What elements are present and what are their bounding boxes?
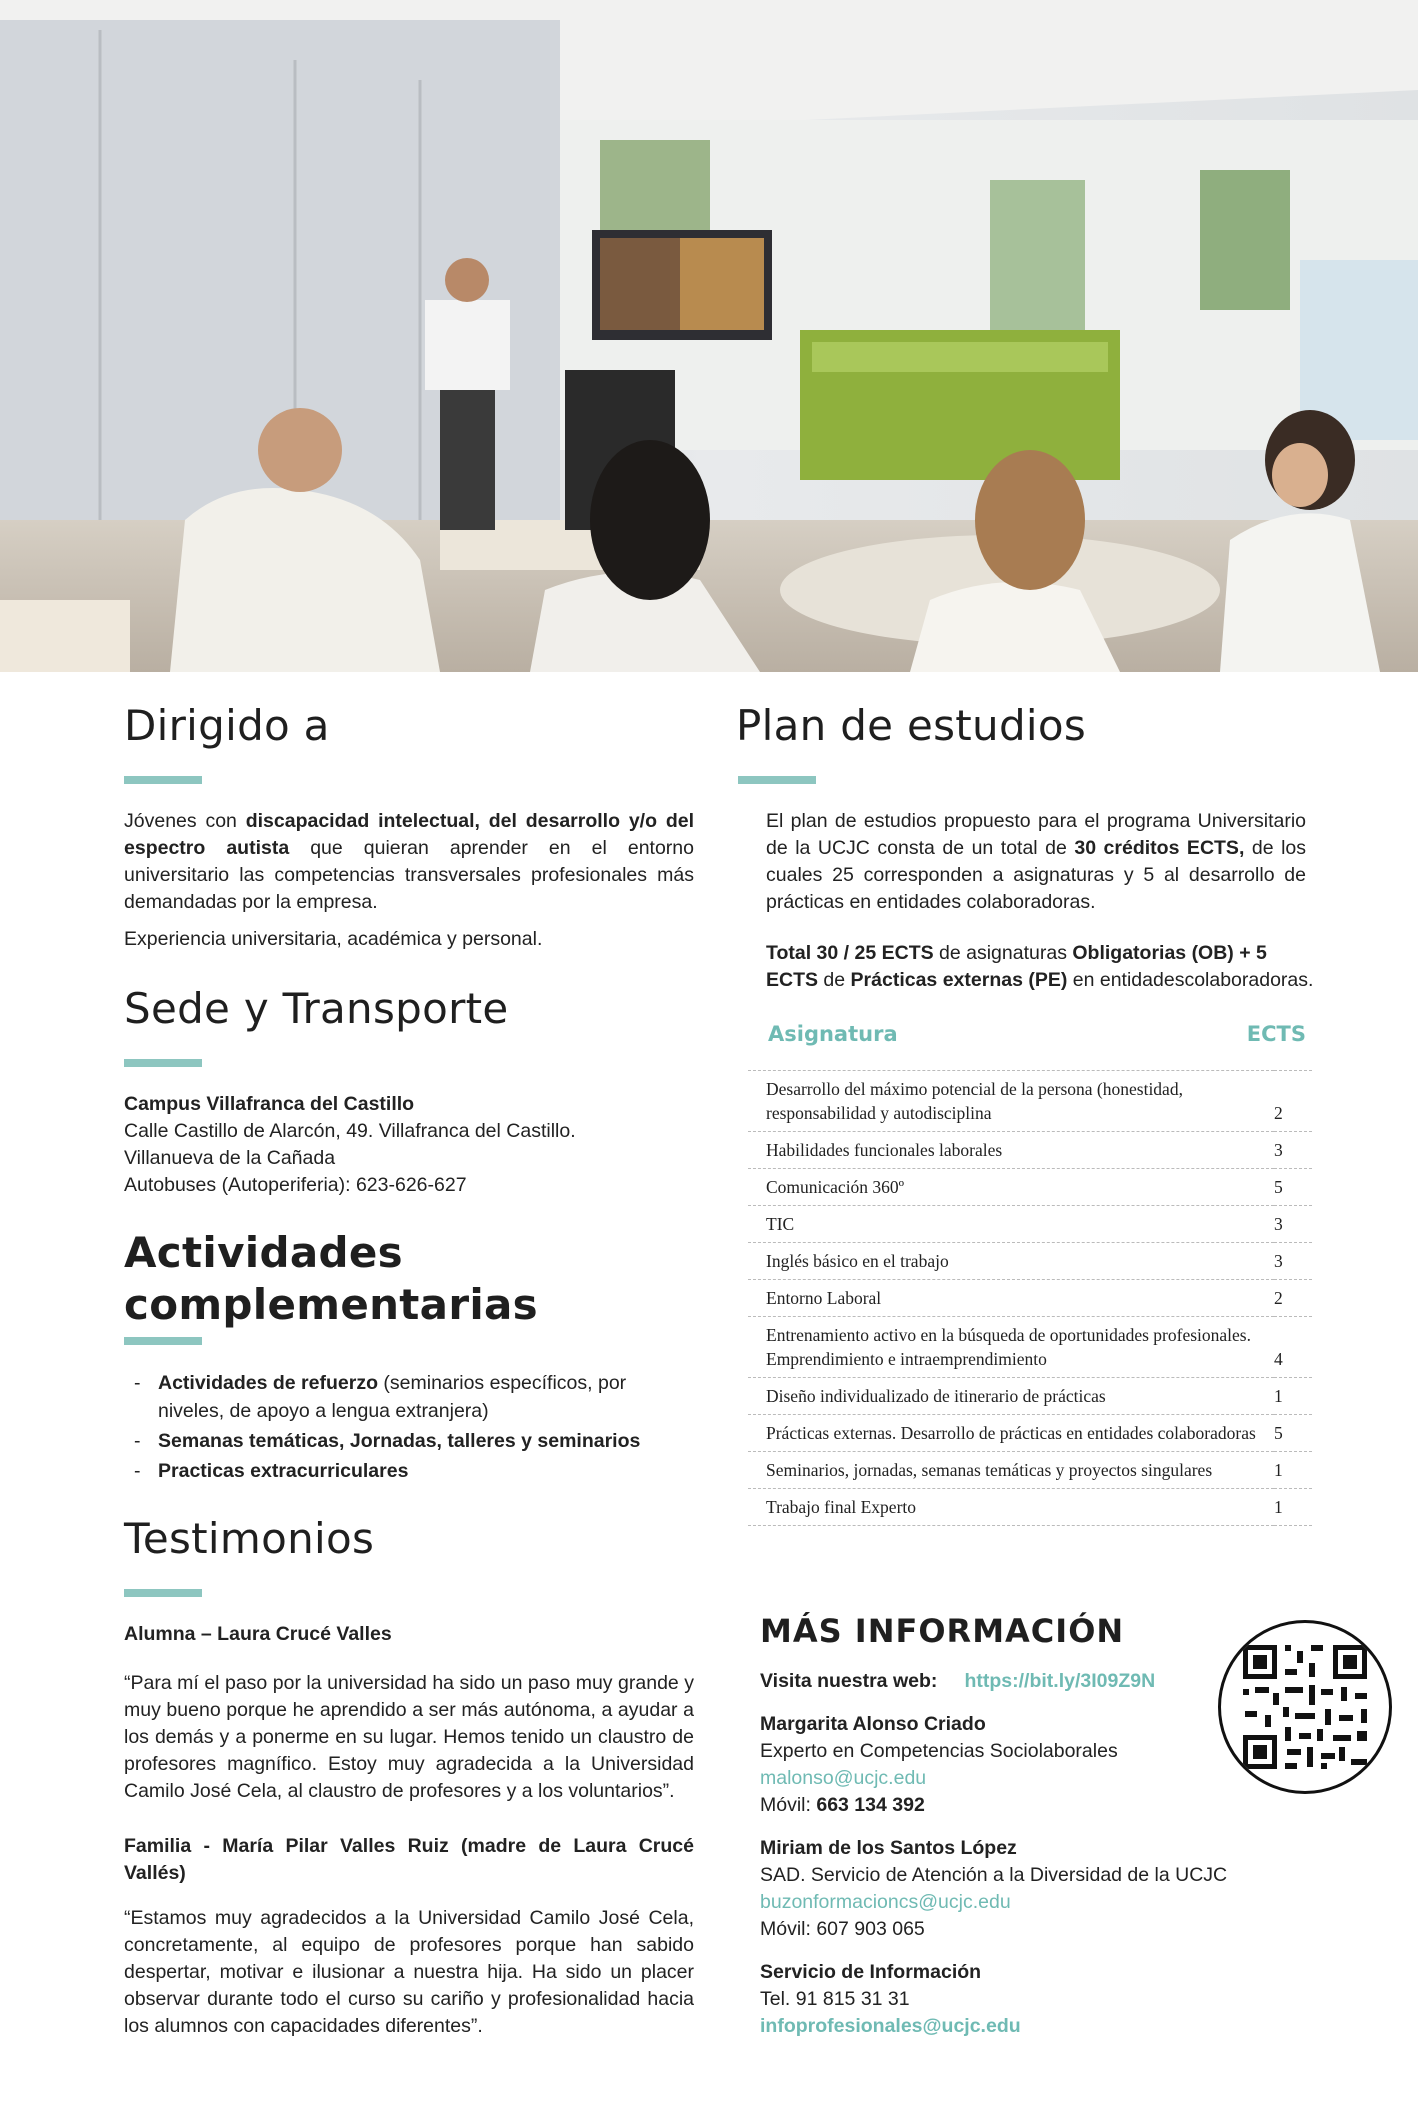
sede-address: Calle Castillo de Alarcón, 49. Villafranca del Castillo. [124,1120,576,1142]
sede-town: Villanueva de la Cañada [124,1147,336,1169]
more-info-title: MÁS INFORMACIÓN [760,1612,1125,1650]
table-row: Comunicación 360º 5 [748,1169,1312,1206]
left-column [124,700,694,2040]
right-column [736,700,1336,1526]
actividades-title: Actividades complementarias [124,1228,538,1329]
contact-2: Miriam de los Santos López SAD. Servicio de Atención a la Diversidad de la UCJC buzonformacioncs@ucjc.edu Móvil: 607 903 065 [760,1837,1228,1940]
contact-3: Servicio de Información Tel. 91 815 31 31 infoprofesionales@ucjc.edu [760,1961,1021,2037]
plan-totals: Total 30 / 25 ECTS de asignaturas Obligatorias (OB) + 5 ECTS de Prácticas externas (PE) en entidadescolaboradoras. [766,942,1314,991]
dirigido-text: Jóvenes con discapacidad intelectual, del desarrollo y/o del espectro autista que quieran aprender en el entorno universitario las competencias transversales profesionales más demandadas por la empresa. [124,810,694,913]
testimonio-1-author: Alumna – Laura Crucé Valles [124,1623,392,1645]
table-row: Diseño individualizado de itinerario de prácticas 1 [748,1378,1312,1415]
testimonio-1-text: “Para mí el paso por la universidad ha sido un paso muy grande y muy bueno porque he aprendido a ser más autónoma, a ayudar a los demás y a ponerme en su lugar. Hemos tenido un claustro de profesores magnífico. Estoy muy agradecida a la Universidad Camilo José Cela, al claustro de profesores y a los voluntarios”. [124,1672,694,1802]
testimonio-2-text: “Estamos muy agradecidos a la Universidad Camilo José Cela, concretamente, al equipo de profesores porque han sabido despertar, motivar e ilusionar a nuestra hija. Ha sido un placer observar durante todo el curso su cariño y profesionalidad hacia los alumnos con capacidades diferentes”. [124,1907,694,2037]
testimonios-title: Testimonios [124,1514,375,1563]
table-row: Prácticas externas. Desarrollo de prácticas en entidades colaboradoras 5 [748,1415,1312,1452]
section-rule [124,776,202,784]
contact-1: Margarita Alonso Criado Experto en Competencias Sociolaborales malonso@ucjc.edu Móvil: 663 134 392 [760,1713,1118,1816]
list-item: - Practicas extracurriculares [124,1457,694,1485]
table-row: Seminarios, jornadas, semanas temáticas y proyectos singulares 1 [748,1452,1312,1489]
plan-table [748,1070,1312,1526]
col-subject-header: Asignatura [768,1022,898,1046]
plan-text: El plan de estudios propuesto para el programa Universitario de la UCJC consta de un total de 30 créditos ECTS, de los cuales 25 corresponden a asignaturas y 5 al desarrollo de prácticas en entidades colaboradoras. [766,810,1307,913]
table-row: Desarrollo del máximo potencial de la persona (honestidad, responsabilidad y autodisciplina 2 [748,1071,1312,1132]
section-rule [738,776,816,784]
actividades-list [124,1369,694,1485]
sede-title: Sede y Transporte [124,984,509,1033]
list-item: - Semanas temáticas, Jornadas, talleres y seminarios [124,1427,694,1455]
testimonio-2-author: Familia - María Pilar Valles Ruiz (madre de Laura Crucé Vallés) [124,1835,694,1884]
classroom-photo [0,0,1418,672]
sede-bus: Autobuses (Autoperiferia): 623-626-627 [124,1174,467,1196]
table-row: Inglés básico en el trabajo 3 [748,1243,1312,1280]
table-row: Trabajo final Experto 1 [748,1489,1312,1526]
table-row: TIC 3 [748,1206,1312,1243]
table-row: Habilidades funcionales laborales 3 [748,1132,1312,1169]
section-rule [124,1589,202,1597]
email-link[interactable]: infoprofesionales@ucjc.edu [760,2015,1021,2037]
plan-title: Plan de estudios [736,701,1087,750]
dirigido-text-2: Experiencia universitaria, académica y personal. [124,928,543,950]
qr-code[interactable] [1218,1620,1392,1794]
list-item: - Actividades de refuerzo (seminarios específicos, por niveles, de apoyo a lengua extranjera) [124,1369,694,1425]
table-row: Entrenamiento activo en la búsqueda de oportunidades profesionales. Emprendimiento e intraemprendimiento 4 [748,1317,1312,1378]
col-ects-header: ECTS [1246,1022,1306,1046]
section-rule [124,1337,202,1345]
table-row: Entorno Laboral 2 [748,1280,1312,1317]
web-link[interactable]: https://bit.ly/3I09Z9N [964,1670,1156,1692]
sede-campus: Campus Villafranca del Castillo [124,1093,415,1115]
section-rule [124,1059,202,1067]
web-row: Visita nuestra web: https://bit.ly/3I09Z9N [760,1670,1156,1692]
dirigido-title: Dirigido a [124,701,330,750]
email-link[interactable]: buzonformacioncs@ucjc.edu [760,1891,1011,1913]
email-link[interactable]: malonso@ucjc.edu [760,1767,927,1789]
plan-table-header [736,1022,1336,1046]
